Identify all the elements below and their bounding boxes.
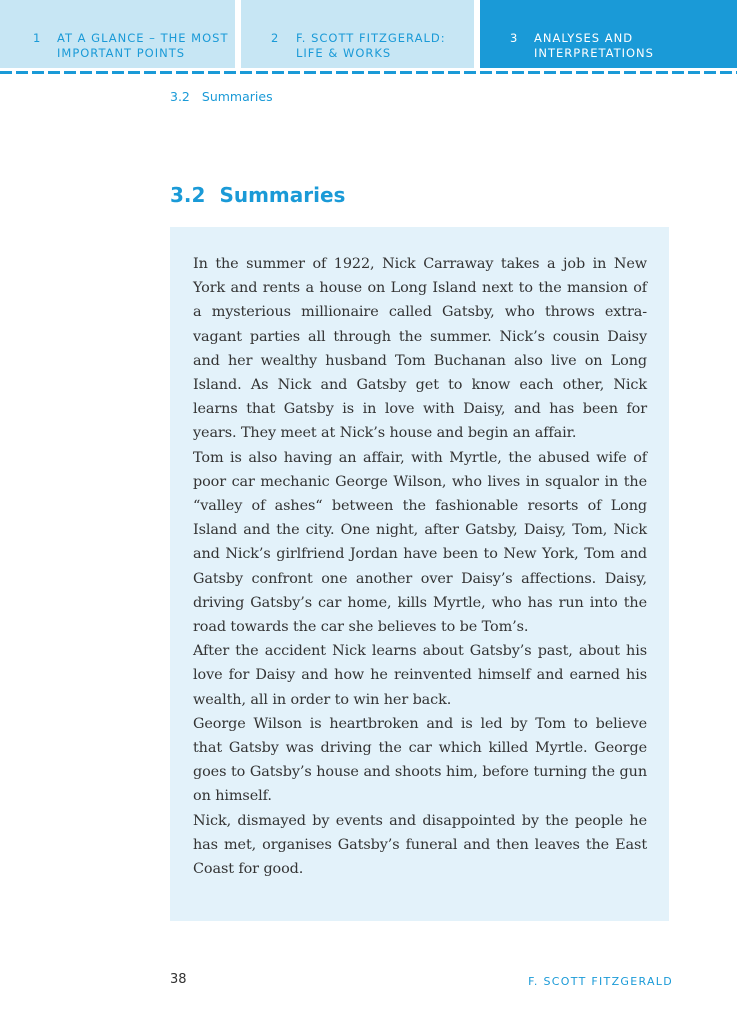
breadcrumb[interactable] [170, 89, 273, 104]
footer-author: F. SCOTT FITZGERALD [528, 975, 673, 988]
summary-paragraph: After the accident Nick learns about Gatsby’s past, about his love for Daisy and how he reinvented himself and earned his wealth, all in order to win her back. [193, 643, 647, 708]
chapter-tabs [0, 0, 737, 68]
tab-life-and-works[interactable] [241, 0, 474, 68]
tab-number: 3 [510, 31, 519, 45]
tab-at-a-glance[interactable] [0, 0, 235, 68]
tab-label: F. SCOTT FITZGERALD: LIFE & WORKS [296, 31, 446, 60]
section-number: 3.2 [170, 183, 206, 207]
tab-analyses-and-interpretations[interactable] [480, 0, 737, 68]
tab-number: 2 [271, 31, 280, 45]
summary-box [170, 227, 669, 921]
section-title: Summaries [219, 183, 346, 207]
summary-paragraph: George Wilson is heartbroken and is led by Tom to believe that Gatsby was driving the car which killed Myrtle. George goes to Gatsby’s house and shoots him, before turning the gun on himself. [193, 715, 647, 805]
summary-paragraph: Nick, dismayed by events and disappointed by the people he has met, organises Gatsby’s funeral and then leaves the East Coast for good. [193, 812, 647, 878]
page-number: 38 [170, 972, 187, 987]
section-heading [170, 183, 345, 207]
tab-number: 1 [33, 31, 42, 45]
tab-label: AT A GLANCE – THE MOST IMPORTANT POINTS [57, 31, 229, 60]
breadcrumb-title: Summaries [201, 89, 273, 104]
dashed-divider [0, 71, 737, 74]
summary-paragraph: In the summer of 1922, Nick Carraway takes a job in New York and rents a house on Long Island next to the mansion of a mysterious millionaire called Gatsby, who throws extra-vagant parties all through the summer. Nick’s cousin Daisy and her wealthy husband Tom Buchanan also live on Long Island. As Nick and Gatsby get to know each other, Nick learns that Gatsby is in love with Daisy, and has been for years. They meet at Nick’s house and begin an affair. [193, 256, 647, 442]
tab-label: ANALYSES AND INTERPRETATIONS [534, 31, 654, 60]
breadcrumb-number: 3.2 [170, 89, 190, 104]
summary-paragraph: Tom is also having an affair, with Myrtle, the abused wife of poor car mechanic George Wilson, who lives in squalor in the “valley of ashes“ between the fashionable resorts of Long Island and the city. One night, after Gatsby, Daisy, Tom, Nick and Nick’s girlfriend Jordan have been to New York, Tom and Gatsby confront one another over Daisy’s affections. Daisy, driving Gatsby’s car home, kills Myrtle, who has run into the road towards the car she believes to be Tom’s. [193, 449, 647, 636]
